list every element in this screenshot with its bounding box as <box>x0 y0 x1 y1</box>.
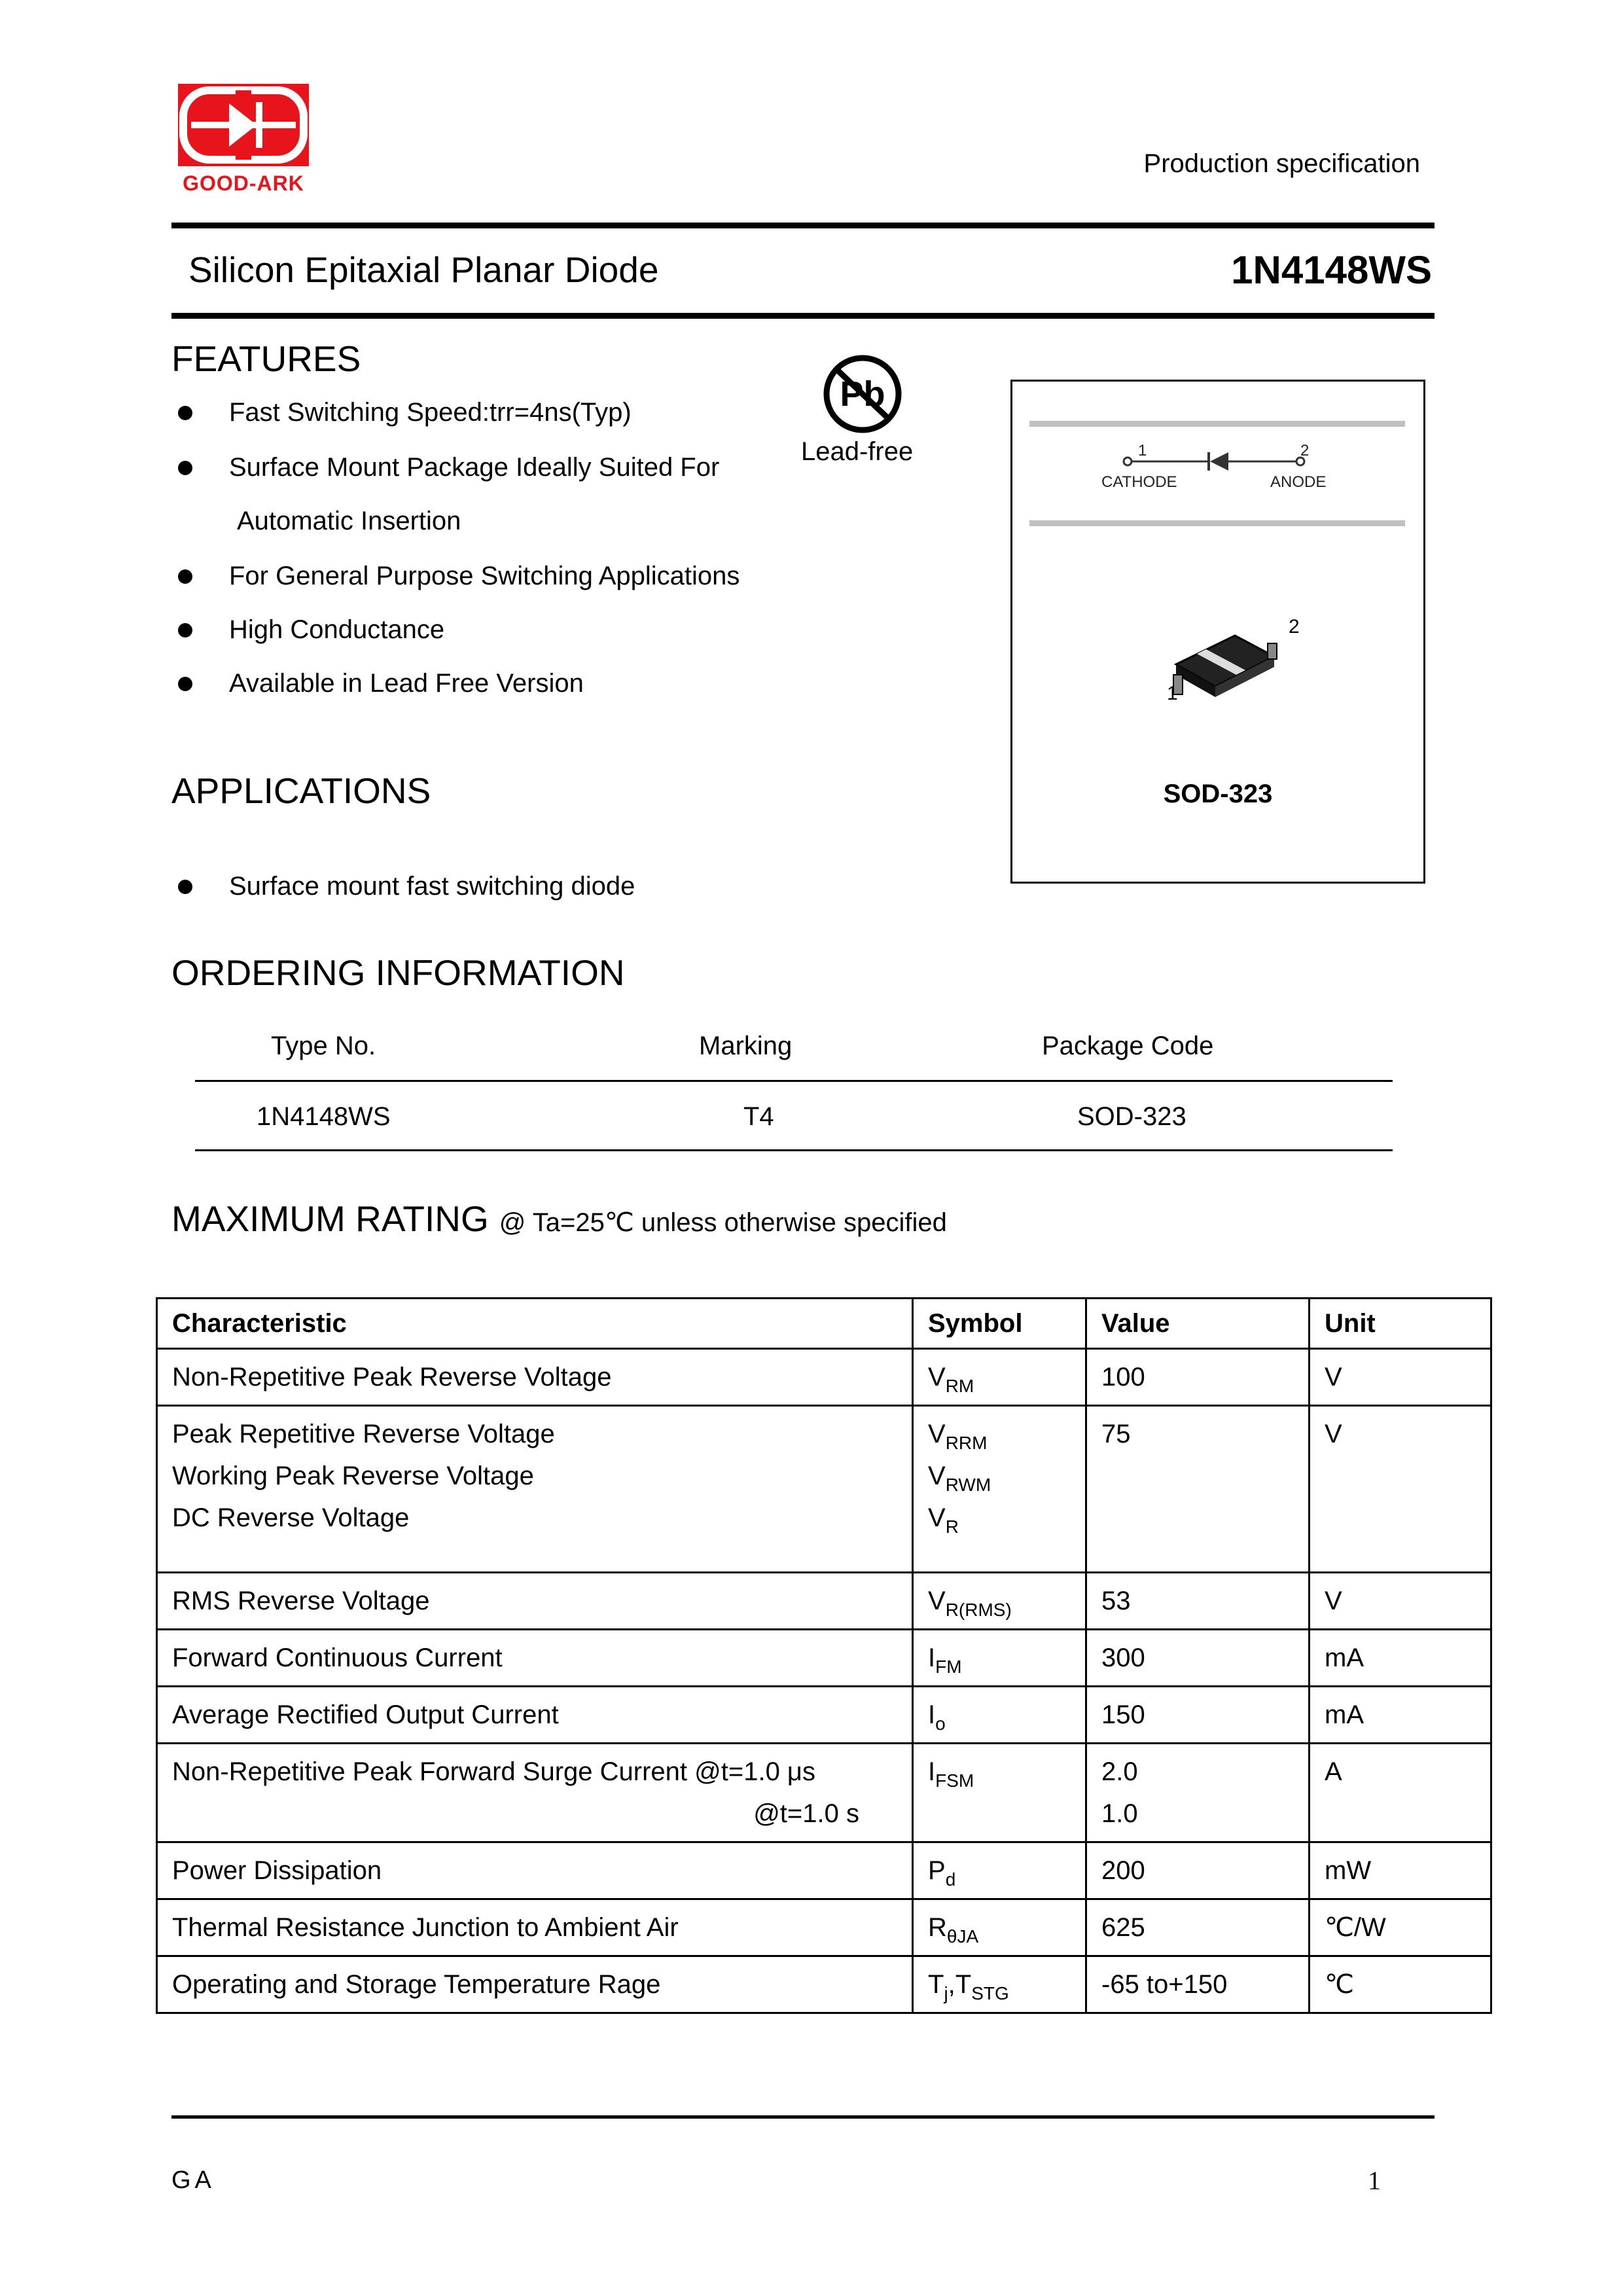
max-rating-body <box>157 1349 1491 2013</box>
symbol-cell <box>913 1744 1086 1842</box>
value-cell <box>1086 1406 1310 1573</box>
characteristic-cell <box>157 1349 913 1406</box>
pin2-mark: 2 <box>1289 616 1300 637</box>
table-row <box>157 1956 1491 2013</box>
characteristic-text: DC Reverse Voltage <box>172 1503 410 1532</box>
symbol-base: T <box>928 1970 944 1999</box>
value-text: 625 <box>1101 1913 1145 1942</box>
row-spacer <box>172 1539 912 1565</box>
lead-free-icon <box>822 353 903 435</box>
value-cell <box>1086 1630 1310 1687</box>
diode-logo-icon <box>178 84 309 166</box>
symbol-cell <box>913 1842 1086 1899</box>
symbol-base: I <box>928 1643 936 1672</box>
symbol-text <box>928 1356 1085 1398</box>
symbol-subscript: FSM <box>935 1770 974 1791</box>
table-row <box>157 1630 1491 1687</box>
value-text: 300 <box>1101 1643 1145 1672</box>
bullet-icon <box>178 677 192 691</box>
symbol-text <box>928 1497 1085 1539</box>
logo-text: GOOD-ARK <box>183 171 304 195</box>
table-row <box>157 1406 1491 1573</box>
characteristic-text: Power Dissipation <box>172 1856 382 1885</box>
symbol-cell <box>913 1573 1086 1630</box>
ordering-marking-cell: T4 <box>743 1102 774 1131</box>
value-text: 1.0 <box>1101 1799 1138 1828</box>
application-item: Surface mount fast switching diode <box>171 872 635 901</box>
applications-heading: APPLICATIONS <box>171 770 431 811</box>
symbol-base: V <box>928 1462 946 1490</box>
ordering-heading: ORDERING INFORMATION <box>171 952 625 993</box>
package-name: SOD-323 <box>1163 780 1273 808</box>
table-row <box>157 1349 1491 1406</box>
characteristic-cell <box>157 1899 913 1956</box>
value-cell <box>1086 1687 1310 1744</box>
characteristic-subcondition: @t=1.0 s <box>753 1799 859 1828</box>
document-title: Silicon Epitaxial Planar Diode <box>188 249 659 290</box>
ordering-rule <box>195 1080 1393 1082</box>
characteristic-text: RMS Reverse Voltage <box>172 1587 430 1615</box>
value-text: 75 <box>1101 1420 1131 1448</box>
characteristic-text: Peak Repetitive Reverse Voltage <box>172 1420 555 1448</box>
ordering-col-package: Package Code <box>1042 1031 1214 1060</box>
symbol-text <box>928 1964 1085 2005</box>
symbol-subscript: RWM <box>945 1475 991 1495</box>
characteristic-text: Forward Continuous Current <box>172 1643 503 1672</box>
col-unit: Unit <box>1310 1299 1491 1349</box>
unit-cell: V <box>1310 1573 1491 1630</box>
symbol-cell <box>913 1349 1086 1406</box>
ordering-package-cell: SOD-323 <box>1077 1102 1186 1131</box>
header-rule-bottom <box>171 313 1435 319</box>
characteristic-text: Non-Repetitive Peak Reverse Voltage <box>172 1363 612 1391</box>
symbol-subscript: RM <box>945 1376 974 1396</box>
symbol-subscript: R <box>945 1516 959 1537</box>
ordering-rule <box>195 1149 1393 1151</box>
symbol-text <box>928 1694 1085 1736</box>
company-logo <box>178 84 309 166</box>
value-cell <box>1086 1349 1310 1406</box>
symbol-text <box>928 1751 1085 1793</box>
col-characteristic: Characteristic <box>157 1299 913 1349</box>
symbol-subscript: FM <box>935 1657 962 1677</box>
divider <box>1029 520 1405 526</box>
ordering-col-type: Type No. <box>271 1031 376 1060</box>
table-row <box>157 1687 1491 1744</box>
unit-cell: V <box>1310 1349 1491 1406</box>
bullet-icon <box>178 461 192 475</box>
characteristic-cell <box>157 1842 913 1899</box>
features-heading: FEATURES <box>171 338 361 379</box>
unit-cell: ℃ <box>1310 1956 1491 2013</box>
symbol-text <box>928 1413 1085 1455</box>
symbol-text <box>928 1907 1085 1948</box>
value-cell <box>1086 1573 1310 1630</box>
part-number: 1N4148WS <box>1231 248 1432 292</box>
symbol-subscript: θJA <box>946 1926 979 1946</box>
symbol-cell <box>913 1956 1086 2013</box>
symbol-cell <box>913 1687 1086 1744</box>
value-text: 100 <box>1101 1363 1145 1391</box>
header-rule-top <box>171 223 1435 228</box>
feature-item: High Conductance <box>171 615 444 645</box>
bullet-icon <box>178 569 192 584</box>
feature-item: Surface Mount Package Ideally Suited For <box>171 453 719 482</box>
bullet-icon <box>178 623 192 637</box>
anode-label: ANODE <box>1270 473 1327 491</box>
symbol-base: I <box>928 1757 936 1786</box>
symbol-text <box>928 1580 1085 1622</box>
max-rating-table <box>156 1297 1492 2014</box>
symbol-cell <box>913 1406 1086 1573</box>
value-text: 2.0 <box>1101 1757 1138 1786</box>
characteristic-text: Average Rectified Output Current <box>172 1700 559 1729</box>
table-header-row <box>157 1299 1491 1349</box>
divider <box>1029 421 1405 427</box>
feature-item-continuation: Automatic Insertion <box>237 507 461 535</box>
value-cell <box>1086 1744 1310 1842</box>
table-row <box>157 1899 1491 1956</box>
characteristic-cell <box>157 1687 913 1744</box>
max-rating-condition: @ Ta=25℃ unless otherwise specified <box>499 1208 947 1237</box>
value-text: 53 <box>1101 1587 1131 1615</box>
symbol-text <box>928 1637 1085 1679</box>
value-text: 200 <box>1101 1856 1145 1885</box>
symbol-subscript: STG <box>971 1983 1009 2003</box>
unit-cell: ℃/W <box>1310 1899 1491 1956</box>
characteristic-text: Working Peak Reverse Voltage <box>172 1462 534 1490</box>
symbol-cell <box>913 1899 1086 1956</box>
symbol-text <box>928 1455 1085 1497</box>
lead-free-label: Lead-free <box>801 437 914 466</box>
bullet-icon <box>178 406 192 420</box>
value-text: 150 <box>1101 1700 1145 1729</box>
value-cell <box>1086 1899 1310 1956</box>
symbol-subscript: RRM <box>945 1433 988 1453</box>
characteristic-text: Non-Repetitive Peak Forward Surge Current @t=1.0 μs <box>172 1757 815 1786</box>
symbol-base: ,T <box>948 1970 972 1999</box>
characteristic-text: Thermal Resistance Junction to Ambient Air <box>172 1913 679 1942</box>
feature-item: Fast Switching Speed:trr=4ns(Typ) <box>171 398 632 427</box>
sod323-package-icon <box>1163 624 1294 715</box>
pin1-mark: 1 <box>1167 683 1178 704</box>
unit-cell: V <box>1310 1406 1491 1573</box>
symbol-base: R <box>928 1913 947 1942</box>
symbol-text <box>928 1850 1085 1892</box>
footer-rule <box>171 2115 1435 2119</box>
characteristic-text: Operating and Storage Temperature Rage <box>172 1970 661 1999</box>
table-row <box>157 1744 1491 1842</box>
characteristic-cell <box>157 1406 913 1573</box>
feature-item: For General Purpose Switching Applications <box>171 562 740 591</box>
symbol-base: V <box>928 1587 946 1615</box>
symbol-base: V <box>928 1503 946 1532</box>
spec-label: Production specification <box>1143 149 1420 178</box>
footer-left-text: GA <box>171 2166 215 2194</box>
characteristic-cell <box>157 1573 913 1630</box>
pin1-number: 1 <box>1138 442 1147 459</box>
symbol-base: V <box>928 1420 946 1448</box>
value-text: -65 to+150 <box>1101 1970 1228 1999</box>
page-number: 1 <box>1368 2166 1381 2195</box>
value-cell <box>1086 1842 1310 1899</box>
ordering-col-marking: Marking <box>699 1031 793 1060</box>
symbol-base: V <box>928 1363 946 1391</box>
characteristic-cell <box>157 1744 913 1842</box>
unit-cell: mW <box>1310 1842 1491 1899</box>
unit-cell: mA <box>1310 1630 1491 1687</box>
symbol-subscript: R(RMS) <box>945 1600 1012 1620</box>
cathode-label: CATHODE <box>1101 473 1177 491</box>
symbol-base: P <box>928 1856 946 1885</box>
pin2-number: 2 <box>1300 442 1310 459</box>
feature-item: Available in Lead Free Version <box>171 669 584 698</box>
unit-cell: mA <box>1310 1687 1491 1744</box>
table-row <box>157 1573 1491 1630</box>
symbol-base: I <box>928 1700 936 1729</box>
col-symbol: Symbol <box>913 1299 1086 1349</box>
package-diagram-box <box>1010 380 1425 884</box>
col-value: Value <box>1086 1299 1310 1349</box>
max-rating-heading: MAXIMUM RATING <box>171 1198 489 1239</box>
ordering-type-cell: 1N4148WS <box>257 1102 391 1131</box>
characteristic-cell <box>157 1956 913 2013</box>
characteristic-cell <box>157 1630 913 1687</box>
symbol-cell <box>913 1630 1086 1687</box>
bullet-icon <box>178 880 192 894</box>
table-row <box>157 1842 1491 1899</box>
lead-free-symbol: Pb <box>840 374 885 414</box>
symbol-subscript: o <box>935 1713 946 1734</box>
unit-cell: A <box>1310 1744 1491 1842</box>
symbol-subscript: d <box>945 1869 956 1890</box>
value-cell <box>1086 1956 1310 2013</box>
symbol-subscript: j <box>944 1983 948 2003</box>
max-rating-heading-row <box>171 1198 947 1240</box>
